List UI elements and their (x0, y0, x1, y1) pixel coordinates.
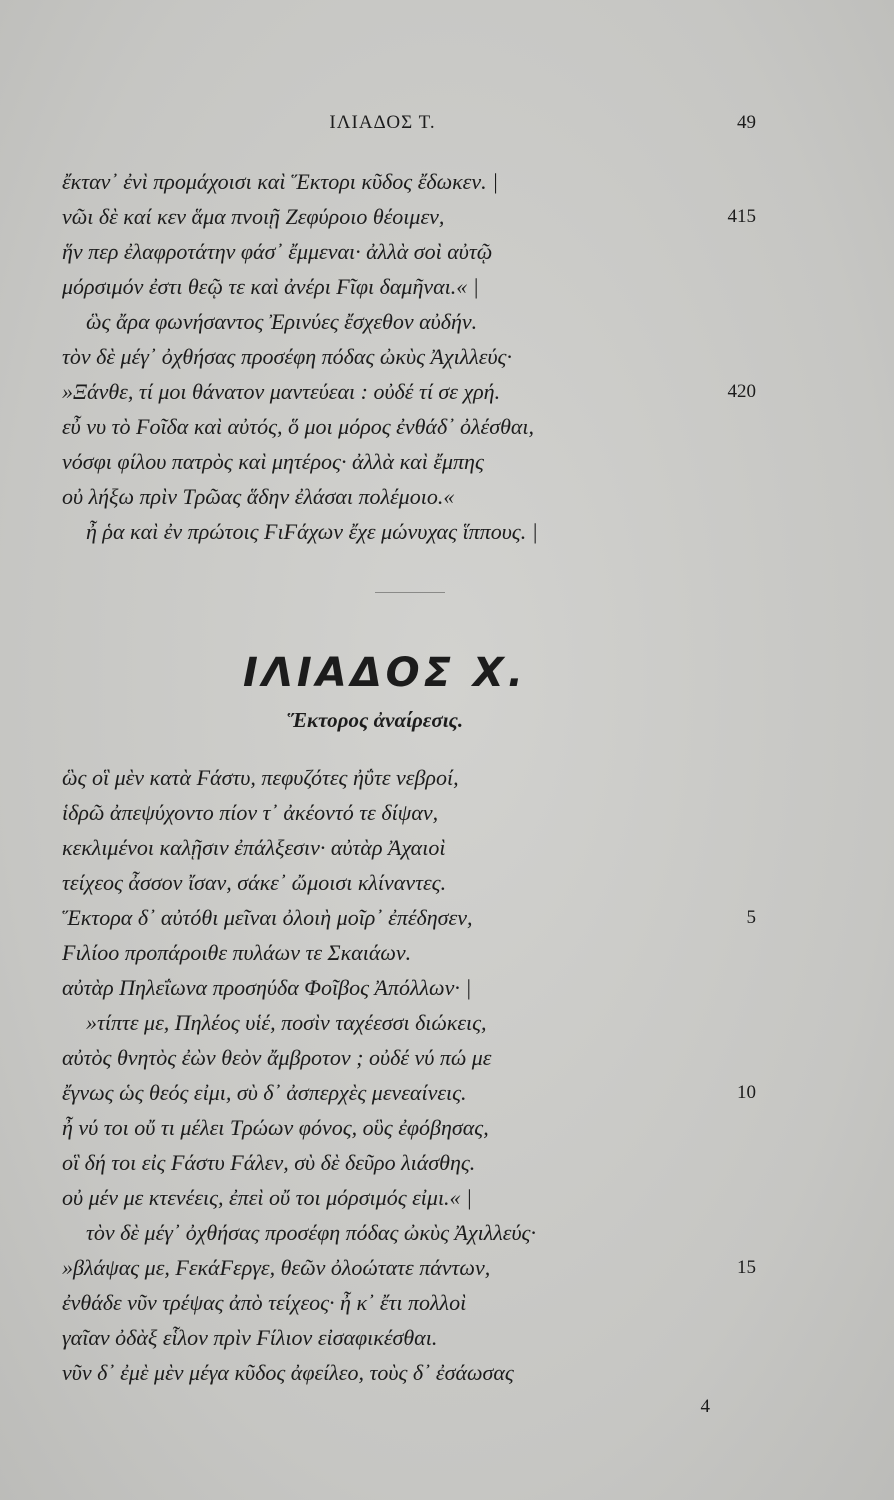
verse-line: μόρσιμόν ἐστι θεῷ τε καὶ ἀνέρι Ϝῖφι δαμῆναι.« | (62, 274, 479, 299)
section-divider (375, 592, 445, 593)
verse-line: ἔκταν᾿ ἐνὶ προμάχοισι καὶ Ἕκτορι κῦδος ἔδωκεν. | (62, 169, 499, 194)
verse-line: Ϝιλίοο προπάροιθε πυλάων τε Σκαιάων. (62, 940, 412, 965)
verse-line: ἱδρῶ ἀπεψύχοντο πίον τ᾿ ἀκέοντό τε δίψαν, (62, 800, 439, 825)
running-header: ΙΛΙΑΔΟΣ Τ. (329, 112, 436, 133)
verse-line: ἐνθάδε νῦν τρέψας ἀπὸ τείχεος· ἦ κ᾿ ἔτι πολλοὶ (62, 1290, 467, 1315)
page-number: 49 (737, 112, 756, 133)
verse-line: οὐ λήξω πρὶν Τρῶας ἅδην ἐλάσαι πολέμοιο.« (62, 484, 455, 509)
line-number: 415 (727, 206, 756, 227)
verse-line: »τίπτε με, Πηλέος υἱέ, ποσὶν ταχέεσσι διώκεις, (86, 1010, 487, 1035)
verse-line: »Ξάνθε, τί μοι θάνατον μαντεύεαι : οὐδέ τί σε χρή. (62, 379, 501, 404)
book-heading: ΙΛΙΑΔΟΣ Χ. (243, 650, 527, 696)
line-number: 15 (737, 1257, 756, 1278)
verse-line: εὖ νυ τὸ Ϝοῖδα καὶ αὐτός, ὅ μοι μόρος ἐνθάδ᾿ ὀλέσθαι, (62, 414, 535, 439)
printer-signature: 4 (700, 1396, 710, 1417)
verse-line: οὐ μέν με κτενέεις, ἐπεὶ οὔ τοι μόρσιμός εἰμι.« | (62, 1185, 473, 1210)
line-number: 5 (746, 907, 756, 928)
verse-line: νῶι δὲ καί κεν ἅμα πνοιῇ Ζεφύροιο θέοιμεν, (62, 204, 445, 229)
book-subtitle: Ἕκτορος ἀναίρεσις. (286, 708, 464, 732)
verse-line: νόσφι φίλου πατρὸς καὶ μητέρος· ἀλλὰ καὶ ἔμπης (62, 449, 484, 474)
verse-line: ἦ ῥα καὶ ἐν πρώτοις ϜιϜάχων ἔχε μώνυχας ἵππους. | (86, 519, 538, 544)
verse-line: τὸν δὲ μέγ᾿ ὀχθήσας προσέφη πόδας ὠκὺς Ἀχιλλεύς· (86, 1220, 536, 1245)
verse-line: τὸν δὲ μέγ᾿ ὀχθήσας προσέφη πόδας ὠκὺς Ἀχιλλεύς· (62, 344, 512, 369)
verse-line: Ἕκτορα δ᾿ αὐτόθι μεῖναι ὀλοιὴ μοῖρ᾿ ἐπέδησεν, (62, 905, 473, 930)
verse-line: ἦ νύ τοι οὔ τι μέλει Τρώων φόνος, οὓς ἐφόβησας, (62, 1115, 489, 1140)
verse-line: αὐτὸς θνητὸς ἐὼν θεὸν ἄμβροτον ; οὐδέ νύ πώ με (62, 1045, 492, 1070)
line-number: 420 (727, 381, 756, 402)
verse-line: ὣς οἳ μὲν κατὰ Ϝάστυ, πεφυζότες ἠΰτε νεβροί, (62, 765, 459, 790)
verse-line: τείχεος ἆσσον ἴσαν, σάκε᾿ ὤμοισι κλίναντες. (62, 870, 447, 895)
verse-line: αὐτὰρ Πηλεΐωνα προσηύδα Φοῖβος Ἀπόλλων· | (62, 975, 472, 1000)
verse-line: γαῖαν ὀδὰξ εἷλον πρὶν Ϝίλιον εἰσαφικέσθαι. (62, 1325, 438, 1350)
verse-line: νῦν δ᾿ ἐμὲ μὲν μέγα κῦδος ἀφείλεο, τοὺς δ᾿ ἐσάωσας (62, 1360, 514, 1385)
verse-line: ἔγνως ὡς θεός εἰμι, σὺ δ᾿ ἀσπερχὲς μενεαίνεις. (62, 1080, 467, 1105)
verse-line: κεκλιμένοι καλῇσιν ἐπάλξεσιν· αὐτὰρ Ἀχαιοὶ (62, 835, 446, 860)
verse-line: ὣς ἄρα φωνήσαντος Ἐρινύες ἔσχεθον αὐδήν. (86, 309, 478, 334)
verse-line: οἳ δή τοι εἰς Ϝάστυ Ϝάλεν, σὺ δὲ δεῦρο λιάσθης. (62, 1150, 476, 1175)
line-number: 10 (737, 1082, 756, 1103)
verse-line: »βλάψας με, ϜεκάϜεργε, θεῶν ὀλοώτατε πάντων, (62, 1255, 491, 1280)
verse-line: ἥν περ ἐλαφροτάτην φάσ᾿ ἔμμεναι· ἀλλὰ σοὶ αὐτῷ (62, 239, 493, 264)
